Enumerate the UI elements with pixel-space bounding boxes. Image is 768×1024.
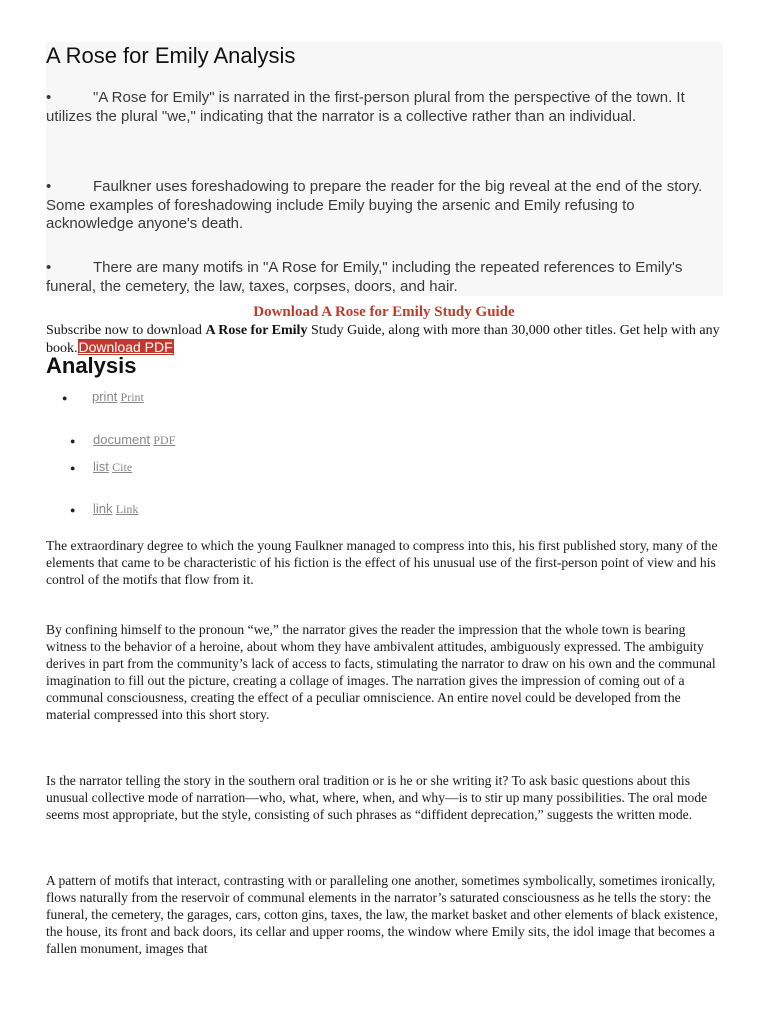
bullet-dot: ● [70, 463, 76, 473]
print-tool[interactable] [62, 389, 144, 405]
pdf-tool[interactable] [70, 432, 175, 448]
body-paragraph: The extraordinary degree to which the young Faulkner managed to compress into this, his first published story, many of the elements that came to be characteristic of his fiction is the effect of his unusual use of the first-person point of view and his control of the motifs that flow from it. [46, 538, 718, 587]
bullet-dot: ● [70, 436, 76, 446]
list-icon: list [93, 459, 109, 474]
link-icon: link [93, 501, 113, 516]
link-tool[interactable] [70, 501, 138, 517]
bullet-dot: ● [70, 505, 76, 515]
bullet-dot: • [46, 178, 52, 195]
print-link[interactable]: Print [120, 390, 144, 404]
summary-bullet [46, 259, 722, 296]
download-pdf-button[interactable]: Download PDF [78, 339, 173, 355]
cite-tool[interactable] [70, 459, 132, 475]
subscribe-text-before: Subscribe now to download [46, 323, 206, 338]
bullet-dot: ● [62, 393, 68, 403]
summary-bullet-text: Faulkner uses foreshadowing to prepare the reader for the big reveal at the end of the story. Some examples of foreshadowing include Emily buying the arsenic and Emily refusing to acknowledge anyone's death. [46, 178, 703, 232]
analysis-heading: Analysis [46, 353, 137, 378]
page-title: A Rose for Emily Analysis [46, 43, 296, 68]
book-title: A Rose for Emily [205, 323, 308, 338]
document-icon: document [93, 432, 151, 447]
download-heading-link[interactable]: Download A Rose for Emily Study Guide [253, 304, 515, 320]
link-link[interactable]: Link [115, 502, 139, 516]
summary-bullet-text: There are many motifs in "A Rose for Emily," including the repeated references to Emily's funeral, the cemetery, the law, taxes, corpses, doors, and hair. [46, 259, 683, 295]
subscribe-text [46, 322, 726, 357]
summary-box [46, 42, 723, 296]
body-paragraph: By confining himself to the pronoun “we,” the narrator gives the reader the impression that the whole town is bearing witness to the behavior of a heroine, about whom they have ambivalent attitudes, ambiguously expressed. The ambiguity derives in part from the community’s lack of access to facts, stimulating the narrator to draw on his own and the communal imagination to fill out the picture, creating a collage of images. The narration gives the impression of coming out of a communal consciousness, creating the effect of a peculiar omniscience. An entire novel could be developed from the material compressed into this short story. [46, 622, 716, 722]
body-paragraph: Is the narrator telling the story in the southern oral tradition or is he or she writing it? To ask basic questions about this unusual collective mode of narration—who, what, where, when, and why—is to stir up many possibilities. The oral mode seems most appropriate, but the style, consisting of such phrases as “diffident deprecation,” suggests the written mode. [46, 773, 708, 822]
print-icon: print [92, 389, 118, 404]
body-paragraph: A pattern of motifs that interact, contrasting with or paralleling one another, sometimes symbolically, sometimes ironically, flows naturally from the reservoir of communal elements in the narrator’s saturated consciousness as he tells the story: the funeral, the cemetery, the garages, cars, cotton gins, taxes, the law, the market basket and other elements of black existence, the house, its front and back doors, its cellar and upper rooms, the window where Emily sits, the idol image that becomes a fallen monument, images that [46, 873, 718, 956]
subscribe-text-after: Study Guide, along with more than 30,000 other titles. Get help with any book. [46, 323, 720, 356]
cite-link[interactable]: Cite [112, 460, 133, 474]
summary-bullet [46, 178, 722, 234]
bullet-dot: • [46, 259, 52, 276]
summary-bullet [46, 89, 722, 126]
bullet-dot: • [46, 89, 52, 106]
summary-bullet-text: "A Rose for Emily" is narrated in the first-person plural from the perspective of the town. It utilizes the plural "we," indicating that the narrator is a collective rather than an individual. [46, 89, 685, 125]
pdf-link[interactable]: PDF [153, 433, 176, 447]
